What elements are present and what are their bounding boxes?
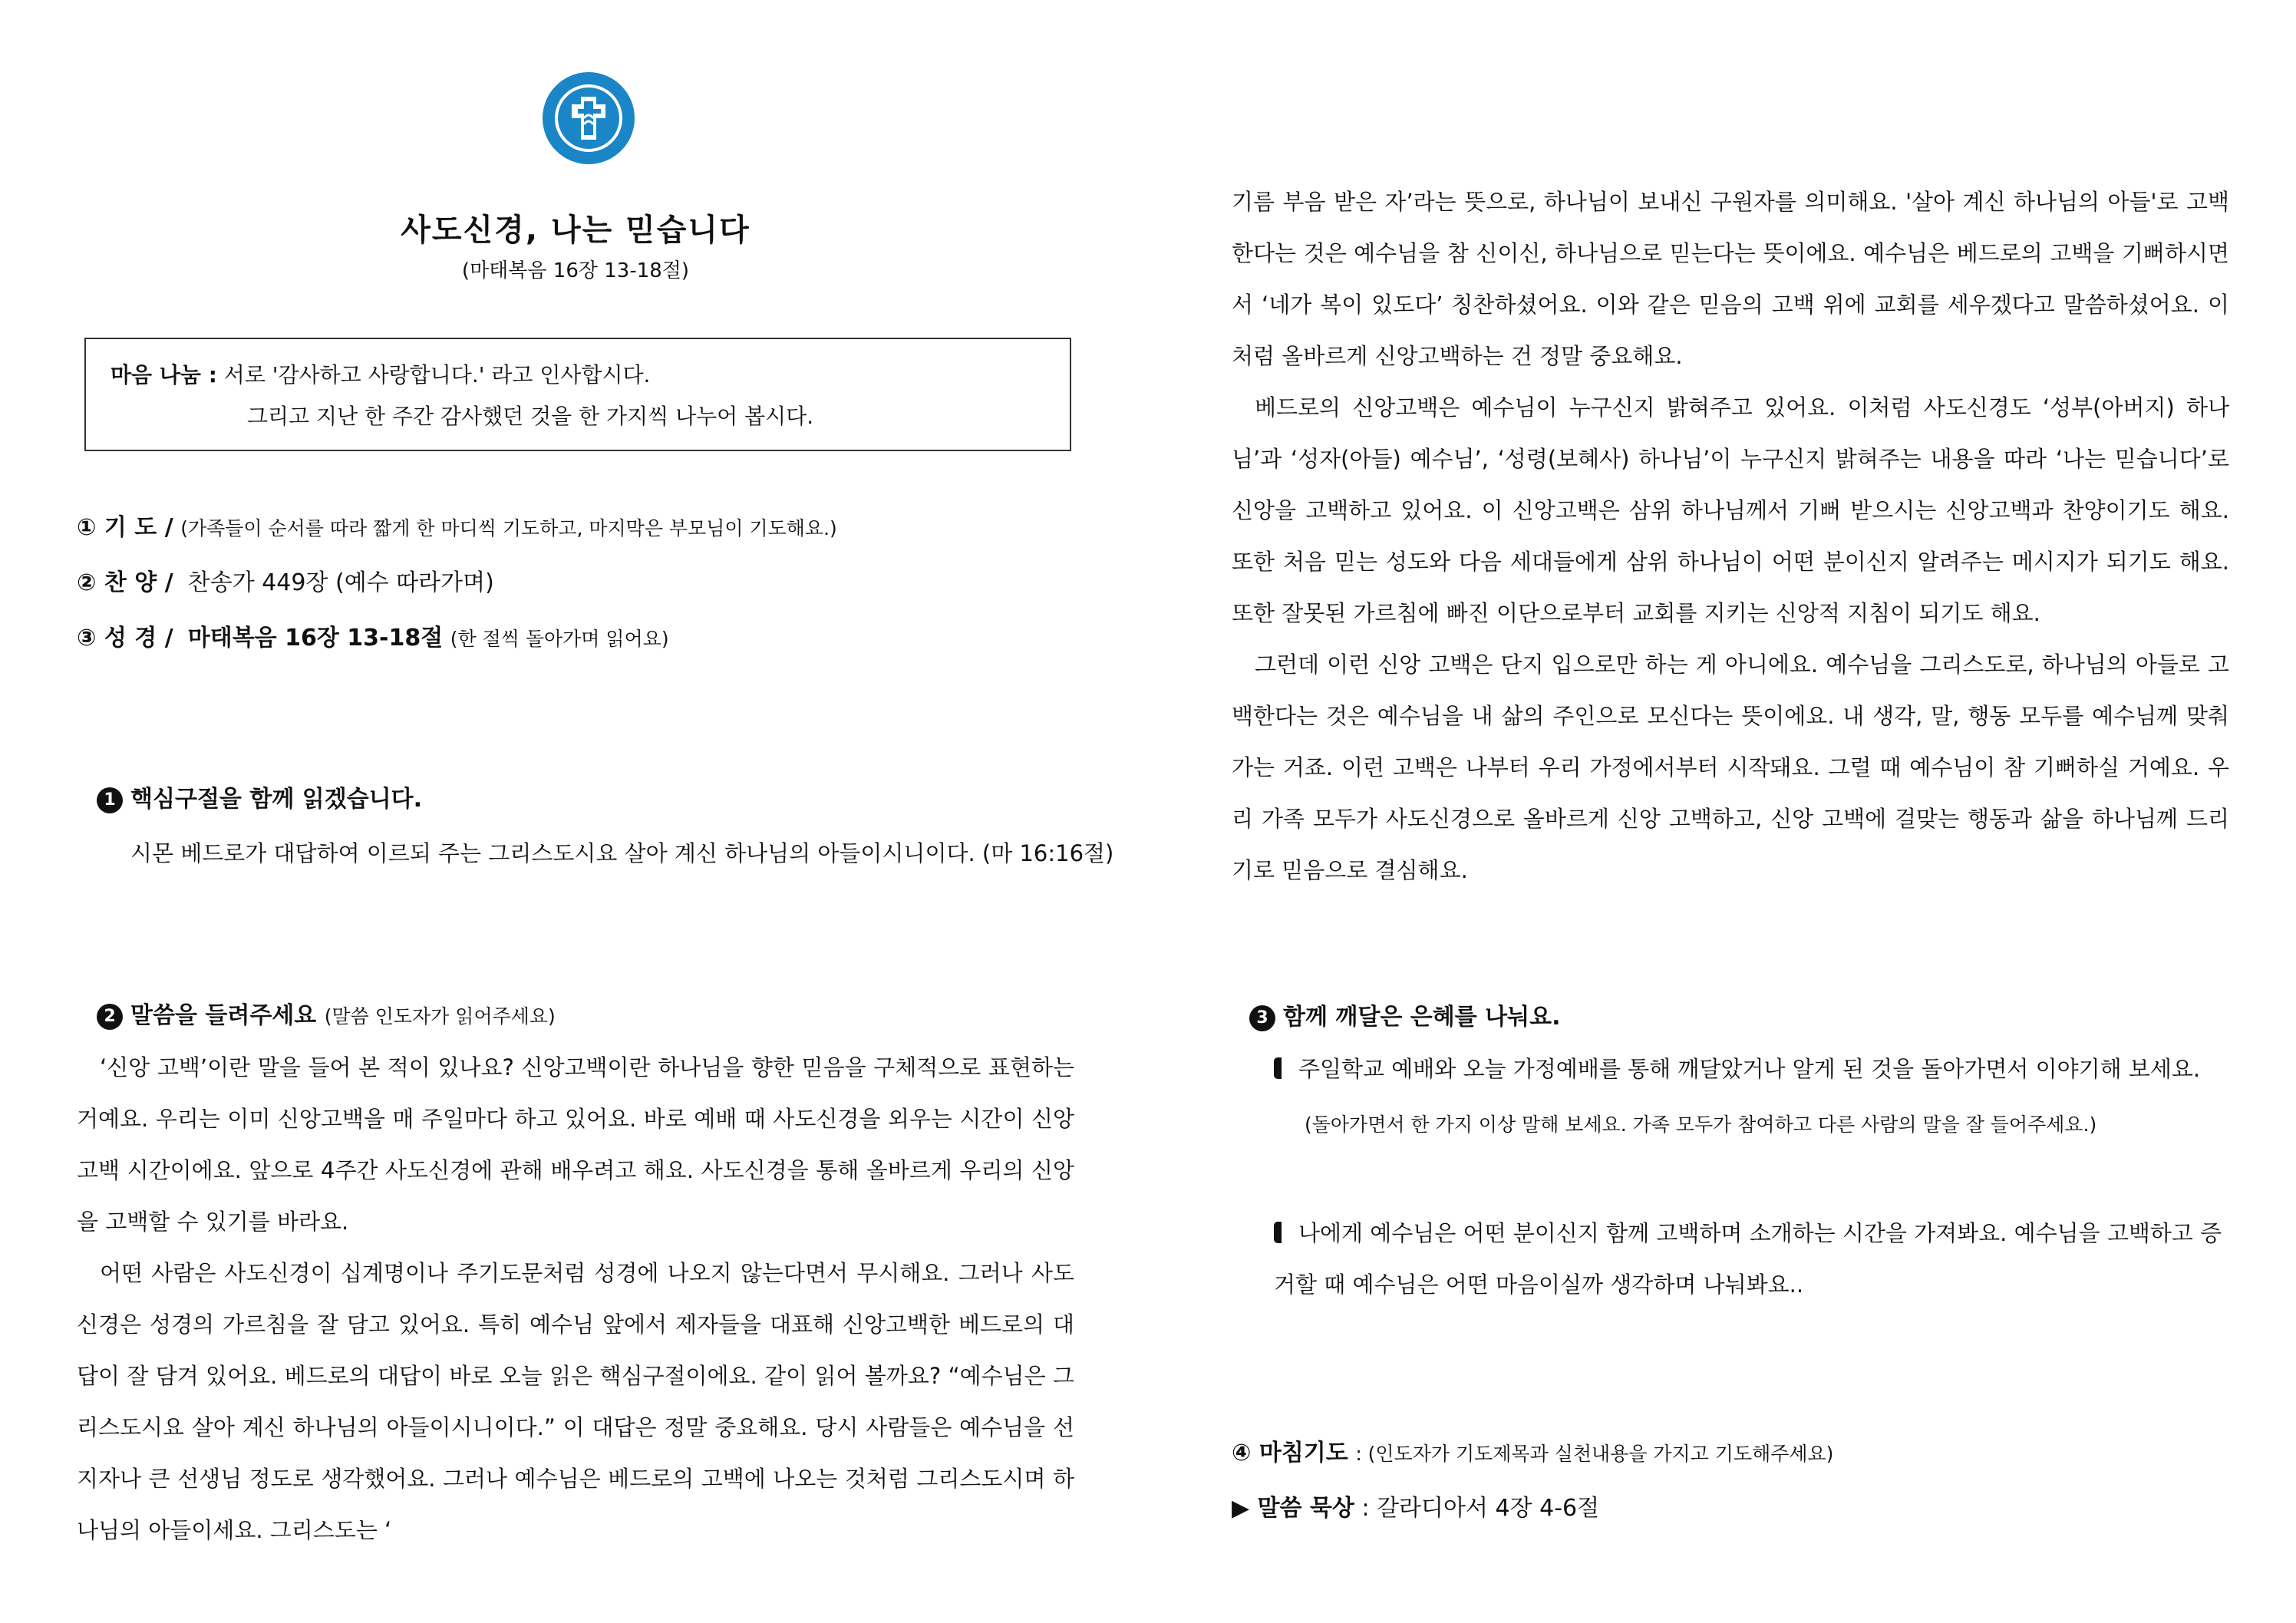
section2-title: 말씀을 들려주세요 xyxy=(130,1002,317,1029)
section1-title: 핵심구절을 함께 읽겠습니다. xyxy=(130,786,423,813)
share-text-1: 서로 '감사하고 사랑합니다.' 라고 인사합시다. xyxy=(223,362,651,388)
heart-sharing-box xyxy=(84,338,1071,451)
closing-prayer-label: ④ 마침기도 xyxy=(1232,1440,1348,1466)
share-text-2: 그리고 지난 한 주간 감사했던 것을 한 가지씩 나누어 봅시다. xyxy=(247,404,814,429)
closing-prayer-note: : (인도자가 기도제목과 실천내용을 가지고 기도해주세요) xyxy=(1355,1443,1834,1465)
section1-number: 1 xyxy=(97,787,123,813)
question-marker-icon xyxy=(1274,1222,1282,1243)
meditation xyxy=(1232,1489,1599,1522)
prayer-note: (가족들이 순서를 따라 짧게 한 마디씩 기도하고, 마지막은 부모님이 기도해요.) xyxy=(180,517,837,539)
question-marker-icon xyxy=(1274,1057,1282,1079)
meditation-label: ▶ 말씀 묵상 xyxy=(1232,1495,1354,1522)
closing-prayer xyxy=(1232,1433,1833,1467)
share-line-1 xyxy=(111,355,1045,396)
church-logo-icon xyxy=(541,71,636,166)
question-1-text: 주일학교 예배와 오늘 가정예배를 통해 깨달았거나 알게 된 것을 돌아가면서 이야기해 보세요. xyxy=(1298,1056,2201,1082)
section2-number: 2 xyxy=(97,1004,123,1030)
page-subtitle: (마태복음 16장 13-18절) xyxy=(461,259,690,282)
hymn-label: ② 찬 양 / xyxy=(77,569,173,596)
section1-heading xyxy=(97,780,422,813)
question-1 xyxy=(1274,1044,2225,1095)
section2-heading xyxy=(97,996,556,1030)
sermon-paragraph-1: ‘신앙 고백’이란 말을 들어 본 적이 있나요? 신앙고백이란 하나님을 향한 믿음을 구체적으로 표현하는 거예요. 우리는 이미 신앙고백을 매 주일마다 하고 있어요. 바로 예배 때 사도신경을 외우는 시간이 신앙고백 시간이에요. 앞으로 4주간 사도신경에 관해 배우려고 해요. 사도신경을 통해 올바르게 우리의 신앙을 고백할 수 있기를 바라요. xyxy=(77,1054,1074,1235)
sermon-paragraph-4: 베드로의 신앙고백은 예수님이 누구신지 밝혀주고 있어요. 이처럼 사도신경도 ‘성부(아버지) 하나님’과 ‘성자(아들) 예수님’, ‘성령(보혜사) 하나님’이 누구신지 밝혀주는 내용을 따라 ‘나는 믿습니다’로 신앙을 고백하고 있어요. 이 신앙고백은 삼위 하나님께서 기뻐 받으시는 신앙고백과 찬양이기도 해요. 또한 처음 믿는 성도와 다음 세대들에게 삼위 하나님이 어떤 분이신지 알려주는 메시지가 되기도 해요. 또한 잘못된 가르침에 빠진 이단으로부터 교회를 지키는 신앙적 지침이 되기도 해요. xyxy=(1232,394,2229,626)
order-scripture xyxy=(77,619,669,652)
key-verse: 시몬 베드로가 대답하여 이르되 주는 그리스도시요 살아 계신 하나님의 아들이시니이다. (마 16:16절) xyxy=(130,840,1114,866)
sermon-left xyxy=(77,1042,1074,1556)
page-title: 사도신경, 나는 믿습니다 xyxy=(401,213,750,248)
sermon-paragraph-3: 기름 부음 받은 자’라는 뜻으로, 하나님이 보내신 구원자를 의미해요. '살아 계신 하나님의 아들'로 고백한다는 것은 예수님을 참 신이신, 하나님으로 믿는다는 뜻이에요. 예수님은 베드로의 고백을 기뻐하시면서 ‘네가 복이 있도다’ 칭찬하셨어요. 이와 같은 믿음의 고백 위에 교회를 세우겠다고 말씀하셨어요. 이처럼 올바르게 신앙고백하는 건 정말 중요해요. xyxy=(1232,189,2229,369)
sermon-paragraph-5: 그런데 이런 신앙 고백은 단지 입으로만 하는 게 아니에요. 예수님을 그리스도로, 하나님의 아들로 고백한다는 것은 예수님을 내 삶의 주인으로 모신다는 뜻이에요. 내 생각, 말, 행동 모두를 예수님께 맞춰가는 거죠. 이런 고백은 나부터 우리 가정에서부터 시작돼요. 그럴 때 예수님이 참 기뻐하실 거예요. 우리 가족 모두가 사도신경으로 올바르게 신앙 고백하고, 신앙 고백에 걸맞는 행동과 삶을 하나님께 드리기로 믿음으로 결심해요. xyxy=(1232,652,2229,883)
order-prayer xyxy=(77,508,837,542)
section3-number: 3 xyxy=(1249,1005,1275,1031)
scripture-value: 마태복음 16장 13-18절 xyxy=(187,625,444,652)
section3-title: 함께 깨달은 은혜를 나눠요. xyxy=(1283,1004,1561,1031)
sermon-right xyxy=(1232,176,2229,896)
question-1-note: (돌아가면서 한 가지 이상 말해 보세요. 가족 모두가 참여하고 다른 사람의 말을 잘 들어주세요.) xyxy=(1305,1113,2097,1136)
scripture-label: ③ 성 경 / xyxy=(77,625,173,652)
share-label: 마음 나눔 : xyxy=(111,362,217,388)
meditation-value: : 갈라디아서 4장 4-6절 xyxy=(1361,1495,1600,1522)
order-hymn xyxy=(77,563,494,597)
section2-note: (말씀 인도자가 읽어주세요) xyxy=(324,1005,556,1028)
prayer-label: ① 기 도 / xyxy=(77,514,173,541)
scripture-note: (한 절씩 돌아가며 읽어요) xyxy=(450,628,669,650)
section3-heading xyxy=(1249,998,1561,1031)
sermon-paragraph-2: 어떤 사람은 사도신경이 십계명이나 주기도문처럼 성경에 나오지 않는다면서 무시해요. 그러나 사도신경은 성경의 가르침을 잘 담고 있어요. 특히 예수님 앞에서 제자들을 대표해 신앙고백한 베드로의 대답이 잘 담겨 있어요. 베드로의 대답이 바로 오늘 읽은 핵심구절이에요. 같이 읽어 볼까요? “예수님은 그리스도시요 살아 계신 하나님의 아들이시니이다.” 이 대답은 정말 중요해요. 당시 사람들은 예수님을 선지자나 큰 선생님 정도로 생각했어요. 그러나 예수님은 베드로의 고백에 나오는 것처럼 그리스도시며 하나님의 아들이세요. 그리스도는 ‘ xyxy=(77,1260,1074,1543)
question-2-text: 나에게 예수님은 어떤 분이신지 함께 고백하며 소개하는 시간을 가져봐요. 예수님을 고백하고 증거할 때 예수님은 어떤 마음이실까 생각하며 나눠봐요.. xyxy=(1274,1220,2222,1298)
question-2 xyxy=(1274,1208,2225,1311)
hymn-value: 찬송가 449장 (예수 따라가며) xyxy=(187,569,494,596)
